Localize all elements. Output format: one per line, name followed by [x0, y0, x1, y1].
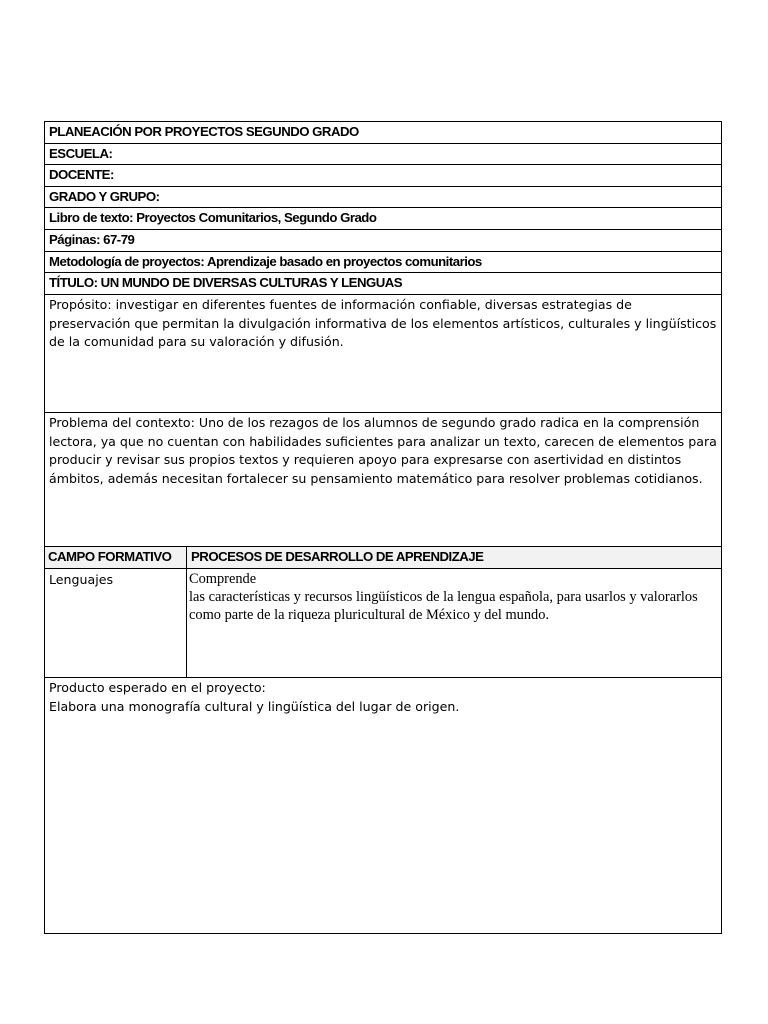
grado-grupo-row: [45, 186, 722, 208]
title-row: [45, 122, 722, 144]
problema-row: [45, 412, 722, 546]
column-header-row: [45, 546, 722, 568]
campo-formativo-value: Lenguajes: [45, 568, 187, 677]
proceso-text: [187, 568, 722, 677]
producto-value: Elabora una monografía cultural y lingüística del lugar de origen.: [49, 698, 460, 714]
proposito-row: [45, 294, 722, 412]
procesos-header: PROCESOS DE DESARROLLO DE APRENDIZAJE: [187, 546, 722, 568]
proposito-text: Propósito: investigar en diferentes fuentes de información confiable, diversas estrategias de preservación que permitan la divulgación informativa de los elementos artísticos, culturales y lingüísticos de la comunidad para su valoración y difusión.: [45, 294, 722, 412]
problema-text: Problema del contexto: Uno de los rezagos de los alumnos de segundo grado radica en la comprensión lectora, ya que no cuentan con habilidades suficientes para analizar un texto, carecen de elementos para producir y revisar sus propios textos y requieren apoyo para expresarse con asertividad en distintos ámbitos, además necesitan fortalecer su pensamiento matemático para resolver problemas cotidianos.: [45, 412, 722, 546]
libro-field: Libro de texto: Proyectos Comunitarios, Segundo Grado: [45, 208, 722, 230]
metodologia-field: Metodología de proyectos: Aprendizaje basado en proyectos comunitarios: [45, 251, 722, 273]
proceso-line-2: las características y recursos lingüísticos de la lengua española, para usarlos y valorarlos como parte de la riqueza pluricultural de México y del mundo.: [189, 588, 698, 623]
grado-grupo-field: GRADO Y GRUPO:: [45, 186, 722, 208]
campo-row: [45, 568, 722, 677]
titulo-field: TÍTULO: UN MUNDO DE DIVERSAS CULTURAS Y LENGUAS: [45, 273, 722, 295]
producto-label: Producto esperado en el proyecto:: [49, 679, 266, 695]
paginas-row: [45, 229, 722, 251]
planning-table: [44, 121, 722, 934]
metodologia-row: [45, 251, 722, 273]
producto-cell: [45, 677, 722, 933]
document-title: PLANEACIÓN POR PROYECTOS SEGUNDO GRADO: [45, 122, 722, 144]
paginas-field: Páginas: 67-79: [45, 229, 722, 251]
producto-row: [45, 677, 722, 933]
proceso-line-1: Comprende: [189, 570, 257, 587]
docente-row: [45, 165, 722, 187]
escuela-field: ESCUELA:: [45, 143, 722, 165]
docente-field: DOCENTE:: [45, 165, 722, 187]
campo-formativo-header: CAMPO FORMATIVO: [45, 546, 187, 568]
escuela-row: [45, 143, 722, 165]
libro-row: [45, 208, 722, 230]
titulo-row: [45, 273, 722, 295]
